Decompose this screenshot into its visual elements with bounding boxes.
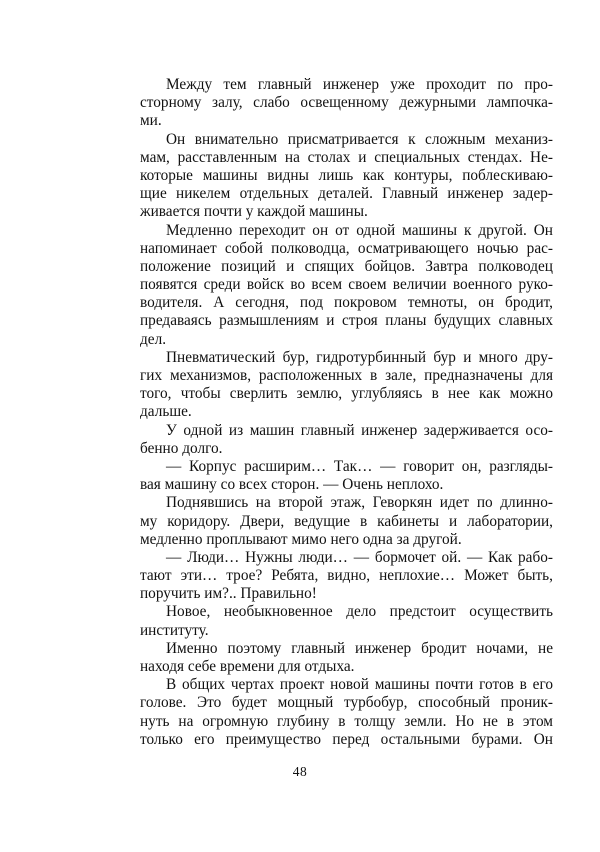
text-line: медленно проплывают мимо него одна за другой. (140, 530, 462, 548)
text-line: Именно поэтому главный инженер бродит ночами, не (166, 639, 553, 657)
text-line: того, чтобы сверлить землю, углубляясь в нее как можно (140, 385, 553, 403)
text-line: — Люди… Нужны люди… — бормочет ой. — Как рабо- (166, 548, 553, 566)
text-line: находя себе времени для отдыха. (140, 658, 355, 675)
text-line: сторному залу, слабо освещенному дежурными лампочка- (140, 94, 553, 112)
text-line: появятся среди войск во всем своем величии военного руко- (140, 276, 553, 294)
text-line: ми. (140, 112, 162, 130)
text-line: Он внимательно присматривается к сложным механиз- (166, 130, 553, 148)
text-line: Между тем главный инженер уже проходит по про- (166, 76, 553, 93)
text-line: Медленно переходит он от одной машины к другой. Он (166, 221, 553, 239)
paragraph (140, 640, 553, 676)
paragraph (140, 494, 553, 549)
paragraph (140, 603, 553, 639)
paragraph (140, 458, 553, 494)
text-line: бенно долго. (140, 439, 223, 457)
text-line: нуть на огромную глубину в толщу земли. Но не в этом (140, 712, 553, 730)
text-line: Новое, необыкновенное дело предстоит осуществить (166, 603, 553, 621)
text-line: которые машины видны лишь как контуры, поблескиваю- (140, 166, 553, 184)
paragraph (140, 222, 553, 349)
text-line: дальше. (140, 403, 192, 421)
body-text (140, 76, 553, 749)
text-line: Пневматический бур, гидротурбинный бур и много дру- (166, 348, 553, 366)
paragraph (140, 349, 553, 422)
text-line: щие никелем отдельных деталей. Главный инженер задер- (140, 185, 553, 203)
text-line: предаваясь размышлениям и строя планы будущих славных (140, 312, 553, 330)
page-number: 48 (292, 764, 308, 779)
text-line: дел. (140, 330, 167, 348)
text-line: мам, расставленным на столах и специальных стендах. Не- (140, 148, 553, 166)
text-line: институту. (140, 621, 209, 639)
paragraph (140, 676, 553, 749)
text-line: У одной из машин главный инженер задерживается осо- (166, 421, 553, 439)
paragraph (140, 131, 553, 222)
paragraph (140, 422, 553, 458)
text-line: напоминает собой полководца, осматривающего ночью рас- (140, 239, 553, 257)
text-line: Поднявшись на второй этаж, Геворкян идет по длинно- (166, 494, 553, 512)
text-line: поручить им?.. Правильно! (140, 585, 317, 603)
paragraph (140, 549, 553, 604)
text-line: В общих чертах проект новой машины почти готов в его (166, 676, 553, 694)
text-line: положение позиций и спящих бойцов. Завтра полководец (140, 257, 553, 275)
text-line: му коридору. Двери, ведущие в кабинеты и лаборатории, (140, 512, 553, 530)
text-line: — Корпус расширим… Так… — говорит он, разгляды- (166, 457, 553, 475)
text-line: тают эти… трое? Ребята, видно, неплохие… Может быть, (140, 567, 553, 585)
paragraph (140, 76, 553, 131)
text-line: гих механизмов, расположенных в зале, предназначены для (140, 367, 553, 384)
text-line: живается почти у каждой машины. (140, 203, 368, 221)
text-line: водителя. А сегодня, под покровом темноты, он бродит, (140, 294, 553, 312)
text-line: вая машину со всех сторон. — Очень неплохо. (140, 476, 444, 494)
text-line: голове. Это будет мощный турбобур, способный проник- (140, 694, 553, 712)
text-line: только его преимущество перед остальными бурами. Он (140, 730, 553, 748)
